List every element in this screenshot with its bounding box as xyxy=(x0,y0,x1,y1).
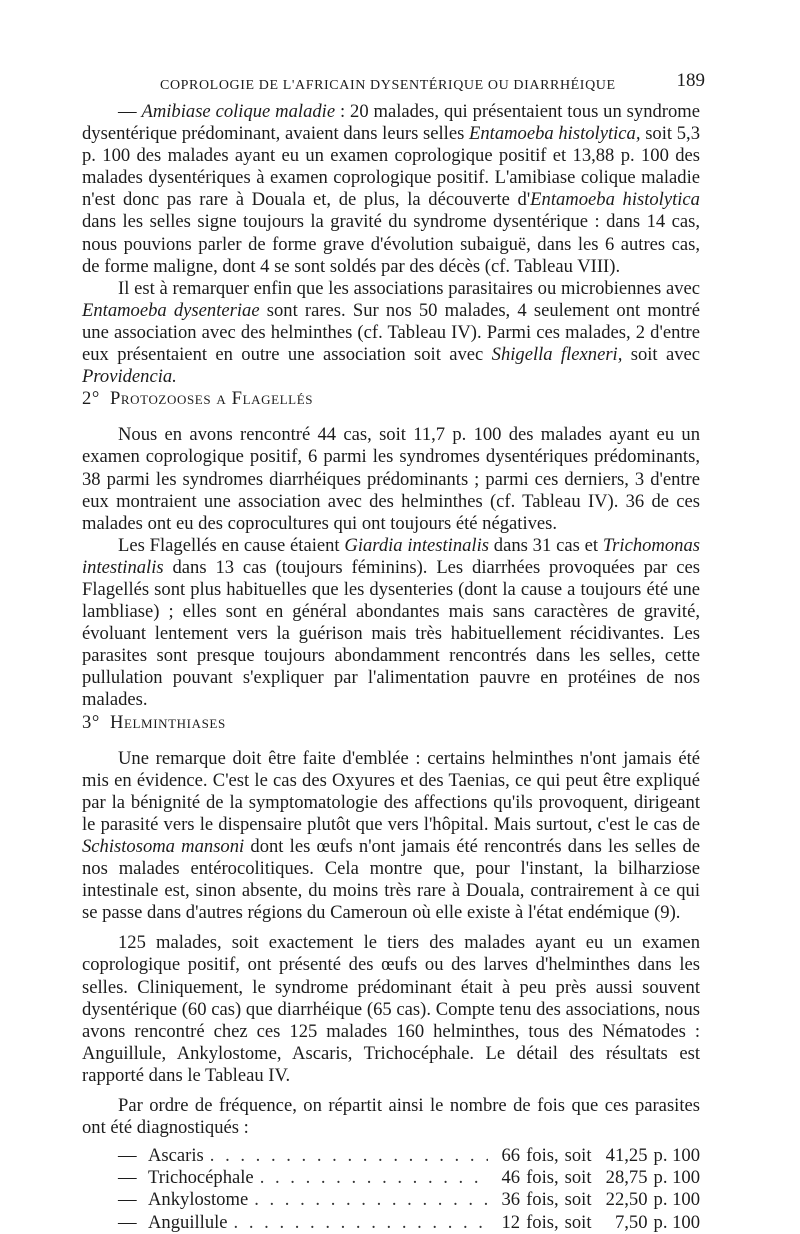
amibiase-paragraph-2: Il est à remarquer enfin que les associations parasitaires ou microbiennes avec Entamoeba dysenteriae sont rares. Sur nos 50 malades, 4 seulement ont montré une association avec des helminthes (cf. Tableau IV). Parmi ces malades, 2 d'entre eux présentaient en outre une association soit avec Shigella flexneri, soit avec Providencia. xyxy=(82,277,701,388)
list-item: — Ankylostome . . . 36 fois, soit 22,50 p. 100 xyxy=(118,1189,700,1211)
section-heading-helminthiases: 3° Helminthiases xyxy=(82,711,226,733)
helminthiases-paragraph-1: Une remarque doit être faite d'emblée : certains helminthes n'ont jamais été mis en évidence. C'est le cas des Oxyures et des Taenias, ce qui peut être expliqué par la bénignité de la symptomatologie des affections qu'ils provoquent, dirigeant le parasité vers le dispensaire plutôt que vers l'hôpital. Mais surtout, c'est le cas de Schistosoma mansoni dont les œufs n'ont jamais été rencontrés dans les selles de nos malades entérocolitiques. Cela montre que, pour l'instant, la bilharziose intestinale est, sinon absente, du moins très rare à Douala, contrairement à ce qui se passe dans d'autres régions du Cameroun où elle existe à l'état endémique (9). xyxy=(82,747,700,924)
parasite-name: Anguillule xyxy=(148,1211,228,1233)
list-item: — Trichocéphale . . . 46 fois, soit 28,75 p. 100 xyxy=(118,1167,700,1189)
page-number: 189 xyxy=(676,70,705,91)
helminthiases-paragraph-3: Par ordre de fréquence, on répartit ainsi le nombre de fois que ces parasites ont été diagnostiqués : xyxy=(82,1095,700,1139)
list-item: — Ascaris . . . 66 fois, soit 41,25 p. 100 xyxy=(118,1145,700,1167)
amibiase-paragraph-1: — Amibiase colique maladie : 20 malades, qui présentaient tous un syndrome dysentérique prédominant, avaient dans leurs selles Entamoeba histolytica, soit 5,3 p. 100 des malades ayant eu un examen coprologique positif et 13,88 p. 100 des malades dysentériques à examen coprologique positif. L'amibiase colique maladie n'est donc pas rare à Douala et, de plus, la découverte d'Entamoeba histolytica dans les selles signe toujours la gravité du syndrome dysentérique : dans 14 cas, nous pouvions parler de forme grave d'évolution subaiguë, dans les 6 autres cas, de forme maligne, dont 4 se sont soldés par des décès (cf. Tableau VIII). xyxy=(82,101,700,277)
leader-dots xyxy=(234,1212,489,1234)
parasite-name: Ankylostome xyxy=(148,1189,249,1211)
page-header xyxy=(160,70,705,94)
leader-dots xyxy=(254,1189,488,1211)
section-heading-flagelles: 2° Protozooses a Flagellés xyxy=(82,388,314,410)
helminthiases-paragraph-2: 125 malades, soit exactement le tiers des malades ayant eu un examen coprologique positif, ont présenté des œufs ou des larves d'helminthes dans les selles. Cliniquement, le syndrome prédominant était à peu près aussi souvent dysentérique (60 cas) que diarrhéique (65 cas). Compte tenu des associations, nous avons rencontré chez ces 125 malades 160 helminthes, tous des Nématodes : Anguillule, Ankylostome, Ascaris, Trichocéphale. Le détail des résultats est rapporté dans le Tableau IV. xyxy=(82,932,700,1086)
flagelles-paragraph-2: Les Flagellés en cause étaient Giardia intestinalis dans 31 cas et Trichomonas intestinalis dans 13 cas (toujours féminins). Les diarrhées provoquées par ces Flagellés sont plus habituelles que les dysenteries (dont la cause a toujours été une lambliase) ; elles sont en général abondantes mais sans caractères de gravité, évoluant lentement vers la guérison mais très habituellement récidivantes. Les parasites sont presque toujours abondamment rencontrés dans les selles, cette pullulation pouvant s'expliquer par l'alimentation pauvre en protéines de nos malades. xyxy=(82,534,700,711)
leader-dots xyxy=(210,1145,488,1167)
parasite-frequency-list xyxy=(118,1145,700,1233)
page-body xyxy=(82,101,700,1234)
list-item: — Anguillule . . . 12 fois, soit 7,50 p. 100 xyxy=(118,1212,700,1234)
parasite-name: Ascaris xyxy=(148,1145,204,1167)
flagelles-paragraph-1: Nous en avons rencontré 44 cas, soit 11,7 p. 100 des malades ayant eu un examen coprologique positif, 6 parmi les syndromes dysentériques prédominants, 38 parmi les syndromes diarrhéiques prédominants ; parmi ces derniers, 3 d'entre eux montraient une association avec des helminthes (cf. Tableau IV). 36 de ces malades ont eu des coprocultures qui ont toujours été négatives. xyxy=(82,424,700,534)
running-head: COPROLOGIE DE L'AFRICAIN DYSENTÉRIQUE OU DIARRHÉIQUE xyxy=(160,78,616,93)
leader-dots xyxy=(260,1167,488,1189)
parasite-name: Trichocéphale xyxy=(148,1167,254,1189)
amibiase-title: Amibiase colique maladie xyxy=(141,101,336,122)
